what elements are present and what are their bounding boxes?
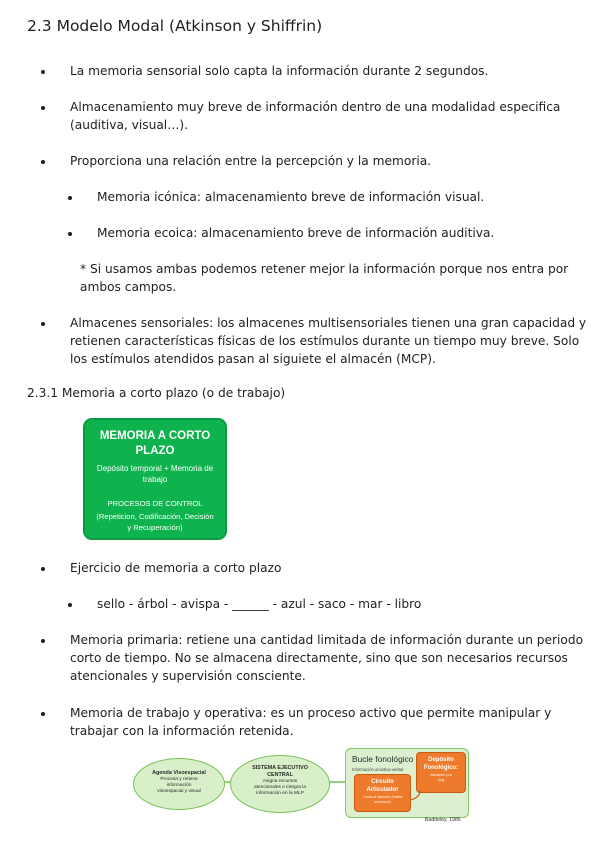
bullet-relacion: Proporciona una relación entre la percepción y la memoria. bbox=[70, 154, 432, 168]
stm-procesos-line1: (Repeticion, Codificación, Decisión bbox=[96, 512, 214, 521]
sistema-ejecutivo-central-node bbox=[230, 755, 330, 813]
arrow-circuito-deposito bbox=[408, 788, 422, 802]
central-title-2: CENTRAL bbox=[267, 772, 293, 778]
circuito-articulador-box bbox=[354, 774, 411, 812]
deposito-fonologico-box bbox=[416, 752, 466, 793]
note-line2: ambos campos. bbox=[80, 280, 177, 294]
central-title-1: SISTEMA EJECUTIVO bbox=[252, 765, 308, 771]
bullet-ejercicio: Ejercicio de memoria a corto plazo bbox=[70, 561, 282, 575]
stm-diagram-box bbox=[83, 418, 227, 540]
sub-bullet-dot bbox=[68, 196, 72, 200]
bullet-dot bbox=[41, 639, 45, 643]
sub-bullet-word-list: sello - árbol - avispa - ______ - azul - saco - mar - libro bbox=[97, 597, 422, 611]
agenda-text-3: visoespacial y visual bbox=[157, 789, 201, 794]
stm-procesos-title: PROCESOS DE CONTROL bbox=[107, 499, 203, 508]
bucle-title: Bucle fonológico bbox=[352, 754, 414, 764]
sub-bullet-ecoica: Memoria ecoica: almacenamiento breve de información auditiva. bbox=[97, 226, 495, 240]
bullet-dot bbox=[41, 322, 45, 326]
stm-subtitle-line2: trabajo bbox=[142, 475, 168, 484]
circuito-title-1: Circuito bbox=[371, 779, 394, 785]
sub-bullet-dot bbox=[68, 603, 72, 607]
bullet-almacenamiento-line1: Almacenamiento muy breve de información dentro de una modalidad especifica bbox=[70, 100, 561, 114]
bullet-almacenes-line3: los estímulos atendidos pasan al siguiete el almacén (MCP). bbox=[70, 352, 436, 366]
subsection-heading: 2.3.1 Memoria a corto plazo (o de trabajo) bbox=[27, 386, 286, 400]
note-line1: * Si usamos ambas podemos retener mejor la información porque nos entra por bbox=[80, 262, 569, 276]
agenda-title: Agenda Visoespacial bbox=[152, 770, 206, 776]
bullet-dot bbox=[41, 567, 45, 571]
bullet-dot bbox=[41, 106, 45, 110]
bullet-almacenamiento-line2: (auditiva, visual…). bbox=[70, 118, 189, 132]
bullet-primaria-line3: atencionales y supervisión consciente. bbox=[70, 669, 306, 683]
sub-bullet-dot bbox=[68, 232, 72, 236]
bullet-primaria-line2: corto de tiempo. No se almacena directamente, sino que son necesarios recursos bbox=[70, 651, 568, 665]
agenda-text-1: Procesa y retiene bbox=[160, 777, 198, 782]
deposito-title-1: Depósito bbox=[428, 757, 454, 763]
circuito-title-2: Articulador bbox=[366, 786, 399, 793]
circuito-text-1: Cada el silencio (habla bbox=[362, 794, 403, 799]
stm-subtitle-line1: Depósito temporal + Memoria de bbox=[96, 464, 214, 473]
arrow-central-bucle bbox=[329, 777, 346, 787]
bullet-dot bbox=[41, 712, 45, 716]
stm-procesos-line2: y Recuperación) bbox=[127, 523, 183, 532]
circuito-text-2: subvocal) bbox=[374, 799, 391, 804]
deposito-title-2: Fonológico: bbox=[423, 764, 459, 771]
deposito-text-1: Almacén por bbox=[430, 772, 452, 777]
bullet-sensorial: La memoria sensorial solo capta la información durante 2 segundos. bbox=[70, 64, 489, 78]
stm-title-line1: MEMORIA A CORTO bbox=[99, 430, 211, 442]
deposito-text-2: 2sg bbox=[437, 777, 445, 782]
bullet-almacenes-line1: Almacenes sensoriales: los almacenes multisensoriales tienen una gran capacidad y bbox=[70, 316, 587, 330]
bucle-subtitle: Información acústica-verbal bbox=[352, 767, 404, 772]
stm-title-line2: PLAZO bbox=[135, 445, 175, 457]
diagram-citation: Baddeley, 1986 bbox=[425, 817, 461, 823]
agenda-visoespacial-node bbox=[133, 758, 225, 810]
bullet-almacenes-line2: retienen características físicas de los estímulos durante un tiempo muy breve. Solo bbox=[70, 334, 580, 348]
central-text-3: información en la MLP bbox=[256, 791, 304, 796]
bullet-trabajo-line1: Memoria de trabajo y operativa: es un proceso activo que permite manipular y bbox=[70, 706, 552, 720]
agenda-text-2: información bbox=[166, 783, 192, 788]
bullet-dot bbox=[41, 70, 45, 74]
central-text-2: atencionales e integra la bbox=[253, 785, 306, 790]
central-text-1: Asigna recursos bbox=[262, 779, 298, 784]
section-heading: 2.3 Modelo Modal (Atkinson y Shiffrin) bbox=[27, 17, 323, 35]
sub-bullet-iconica: Memoria icónica: almacenamiento breve de información visual. bbox=[97, 190, 485, 204]
bullet-dot bbox=[41, 160, 45, 164]
bullet-trabajo-line2: trabajar con la información retenida. bbox=[70, 724, 294, 738]
bullet-primaria-line1: Memoria primaria: retiene una cantidad limitada de información durante un periodo bbox=[70, 633, 584, 647]
